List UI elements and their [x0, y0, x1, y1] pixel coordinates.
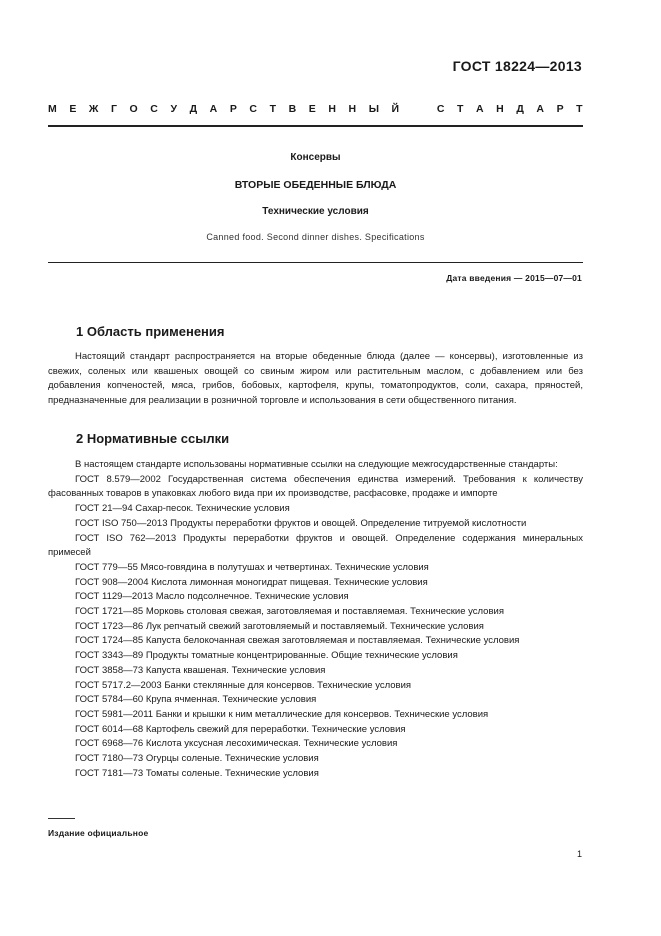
- banner-letter: Ж: [88, 103, 99, 115]
- header-divider: [48, 125, 583, 127]
- banner-letter: Д: [516, 103, 524, 115]
- banner-letter: Р: [229, 103, 237, 115]
- reference-item: ГОСТ ISO 750—2013 Продукты переработки фруктов и овощей. Определение титруемой кислотности: [75, 517, 527, 529]
- gost-number: ГОСТ 18224—2013: [452, 58, 582, 74]
- reference-item: ГОСТ 779—55 Мясо-говядина в полутушах и четвертинах. Технические условия: [75, 561, 429, 573]
- banner-letter: Т: [576, 103, 583, 115]
- banner-letter: Й: [391, 103, 400, 115]
- reference-item: ГОСТ 5981—2011 Банки и крышки к ним металлические для консервов. Технические условия: [75, 708, 489, 720]
- interstate-standard-banner: [48, 103, 583, 115]
- page-number: 1: [576, 849, 582, 859]
- banner-letter: Е: [308, 103, 316, 115]
- banner-letter: С: [436, 103, 445, 115]
- reference-item: ГОСТ 21—94 Сахар-песок. Технические условия: [75, 503, 290, 515]
- banner-letter: А: [476, 103, 484, 115]
- banner-letter: Т: [269, 103, 276, 115]
- reference-item: ГОСТ 7181—73 Томаты соленые. Технические условия: [75, 767, 319, 779]
- reference-item: ГОСТ 5784—60 Крупа ячменная. Технические условия: [75, 694, 317, 706]
- banner-letter: А: [209, 103, 218, 115]
- banner-letter: А: [536, 103, 544, 115]
- reference-item: ГОСТ 7180—73 Огурцы соленые. Технические условия: [75, 753, 319, 765]
- banner-letter: Ы: [368, 103, 379, 115]
- section-2-heading: 2 Нормативные ссылки: [76, 431, 230, 446]
- reference-item: ГОСТ 1721—85 Морковь столовая свежая, заготовляемая и поставляемая. Технические условия: [75, 606, 504, 618]
- reference-item: ГОСТ 1723—86 Лук репчатый свежий заготовляемый и поставляемый. Технические условия: [75, 620, 484, 632]
- references-intro: В настоящем стандарте использованы нормативные ссылки на следующие межгосударственные стандарты:: [75, 459, 558, 470]
- banner-letter: Н: [348, 103, 357, 115]
- title-divider: [48, 262, 583, 263]
- reference-item: ГОСТ 3858—73 Капуста квашеная. Технические условия: [75, 664, 326, 676]
- reference-item: ГОСТ 5717.2—2003 Банки стеклянные для консервов. Технические условия: [75, 679, 412, 691]
- references-list: [48, 458, 583, 781]
- banner-letter: С: [249, 103, 257, 115]
- reference-item: ГОСТ 1129—2013 Масло подсолнечное. Технические условия: [75, 591, 349, 603]
- reference-item: ГОСТ 1724—85 Капуста белокочанная свежая заготовляемая и поставляемая. Технические условия: [75, 635, 520, 647]
- doc-english-title: Canned food. Second dinner dishes. Specifications: [206, 232, 425, 242]
- footer-divider: [48, 818, 75, 819]
- section-1-paragraph: Настоящий стандарт распространяется на вторые обеденные блюда (далее — консервы), изготовленные из свежих, соленых или квашеных овощей со свиным жиром или растительным маслом, с добавлением или без добавления копченостей, мяса, грибов, бобовых, картофеля, крупы, томатопродуктов, соли, сахара, пряностей, предназначенные для реализации в розничной торговле и использования в сети общественного питания.: [48, 351, 583, 407]
- reference-item: ГОСТ 908—2004 Кислота лимонная моногидрат пищевая. Технические условия: [75, 576, 428, 588]
- doc-title: ВТОРЫЕ ОБЕДЕННЫЕ БЛЮДА: [234, 179, 397, 191]
- section-1-heading: 1 Область применения: [76, 324, 225, 339]
- banner-letter: В: [288, 103, 297, 115]
- banner-letter: Р: [556, 103, 564, 115]
- banner-letter: О: [129, 103, 138, 115]
- reference-item: ГОСТ ISO 762—2013 Продукты переработки фруктов и овощей. Определение содержания минеральных примесей: [48, 532, 583, 559]
- introduction-date: Дата введения — 2015—07—01: [446, 273, 582, 283]
- banner-letter: Н: [496, 103, 504, 115]
- edition-note: Издание официальное: [48, 828, 149, 838]
- banner-letter: М: [48, 103, 57, 115]
- banner-letter: Н: [328, 103, 336, 115]
- reference-item: ГОСТ 3343—89 Продукты томатные концентрированные. Общие технические условия: [75, 650, 458, 662]
- banner-letter: Г: [111, 103, 117, 115]
- banner-letter: С: [150, 103, 158, 115]
- doc-subtitle: Технические условия: [262, 206, 369, 217]
- banner-letter: Д: [189, 103, 198, 115]
- banner-letter: Е: [69, 103, 77, 115]
- doc-category: Консервы: [290, 152, 341, 163]
- banner-letter: Т: [457, 103, 464, 115]
- reference-item: ГОСТ 6968—76 Кислота уксусная лесохимическая. Технические условия: [75, 738, 398, 750]
- banner-letter: У: [170, 103, 177, 115]
- reference-item: ГОСТ 6014—68 Картофель свежий для переработки. Технические условия: [75, 723, 406, 735]
- reference-item: ГОСТ 8.579—2002 Государственная система обеспечения единства измерений. Требования к количеству фасованных товаров в упаковках любого вида при их производстве, расфасовке, продаже и импорте: [48, 473, 583, 500]
